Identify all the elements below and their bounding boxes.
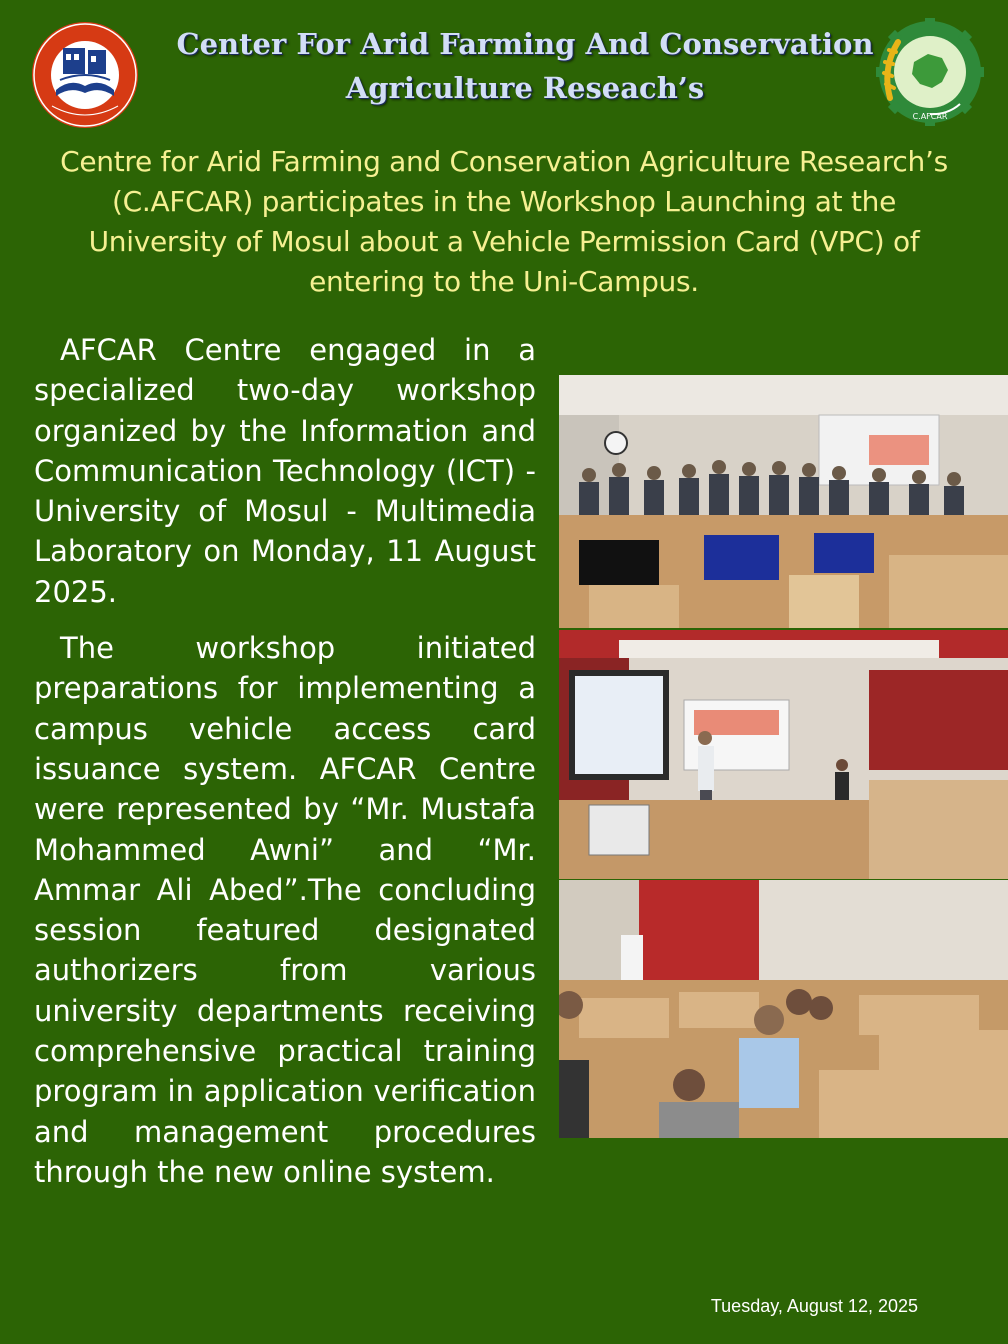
center-title — [150, 22, 900, 110]
presenter-projector-photo — [559, 630, 1008, 879]
news-headline-line3: University of Mosul about a Vehicle Permission Card (VPC) of — [88, 225, 920, 258]
participants-training-photo — [559, 880, 1008, 1138]
news-headline-line2: (C.AFCAR) participates in the Workshop Launching at the — [111, 185, 897, 218]
paragraph-workshop-intro: AFCAR Centre engaged in a specialized two-day workshop organized by the Information and Communication Technology (ICT) - University of Mosul - Multimedia Laboratory on Monday, 11 August 2025. — [34, 333, 536, 609]
publish-date: Tuesday, August 12, 2025 — [710, 1296, 918, 1316]
center-title-line1: Center For Arid Farming And Conservation — [176, 27, 874, 61]
news-headline-line1: Centre for Arid Farming and Conservation Agriculture Research’s — [60, 145, 948, 178]
c-afcar-logo-text: C.AFCAR — [912, 112, 948, 121]
group-photo-lab — [559, 375, 1008, 628]
c-afcar-logo — [876, 18, 984, 126]
paragraph-workshop-details: The workshop initiated preparations for implementing a campus vehicle access card issuance system. AFCAR Centre were represented by “Mr. Mustafa Mohammed Awni” and “Mr. Ammar Ali Abed”.The concluding session featured designated authorizers from various university departments receiving comprehensive practical training program in application verification and management procedures through the new online system. — [34, 631, 536, 1189]
university-of-mosul-logo — [30, 20, 140, 130]
news-headline — [20, 142, 988, 302]
center-title-line2: Agriculture Reseach’s — [345, 71, 705, 105]
article-body — [34, 330, 536, 1192]
news-headline-line4: entering to the Uni-Campus. — [309, 265, 699, 298]
